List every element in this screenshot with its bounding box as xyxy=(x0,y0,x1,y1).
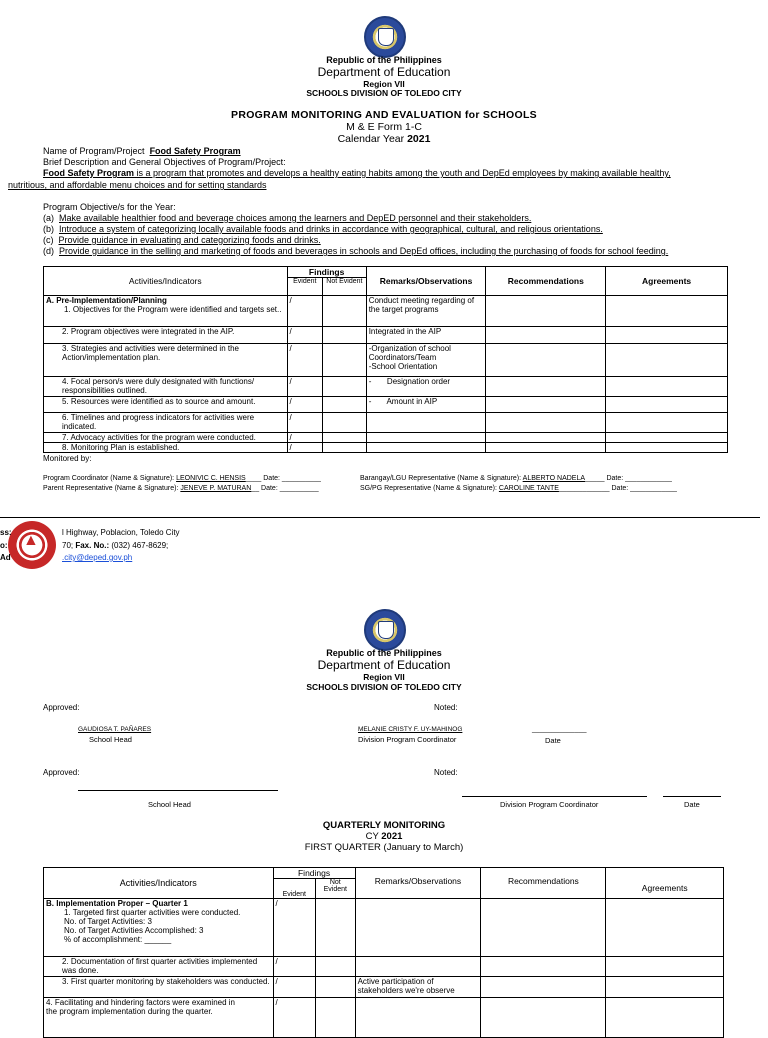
approved-label-2: Approved: xyxy=(43,768,80,777)
col-not-evident-2: Not Evident xyxy=(316,879,356,899)
objective-letter: (d) xyxy=(43,246,54,256)
footer-address: l Highway, Poblacion, Toledo City xyxy=(62,528,180,537)
noted-label: Noted: xyxy=(434,703,458,712)
not-evident-cell xyxy=(323,377,367,397)
calendar-year-label: Calendar Year xyxy=(337,133,405,145)
agreement-cell xyxy=(606,977,724,998)
section-heading: A. Pre-Implementation/Planning xyxy=(46,296,167,305)
col-findings: Findings xyxy=(287,267,366,278)
sgpg-signature-line: SG/PG Representative (Name & Signature): CAROLINE TANTE_____________ Date: ____________ xyxy=(360,485,677,492)
col-remarks-2: Remarks/Observations xyxy=(355,868,481,899)
date-label: Date: xyxy=(611,485,629,492)
remarks-cell: - Amount in AIP xyxy=(366,397,486,413)
activity-text: 8. Monitoring Plan is established. xyxy=(44,443,288,453)
objective-letter: (a) xyxy=(43,213,54,223)
date-label: Date: xyxy=(261,485,278,492)
agreement-cell xyxy=(606,998,724,1038)
deped-seal-icon xyxy=(364,16,406,58)
table-row xyxy=(44,327,728,344)
coordinator-title-page2: Division Program Coordinator xyxy=(358,735,457,744)
division-label: SCHOOLS DIVISION OF TOLEDO CITY xyxy=(306,88,462,98)
footer-key-1: ss: xyxy=(0,528,12,537)
table-row xyxy=(44,899,724,957)
program-description-bold: Food Safety Program xyxy=(43,168,135,178)
footer-phone xyxy=(62,541,168,550)
agreement-cell xyxy=(606,344,728,377)
program-description-label: Brief Description and General Objectives of Program/Project: xyxy=(43,157,286,167)
quarter-label: FIRST QUARTER (January to March) xyxy=(304,842,464,853)
sgpg-label: SG/PG Representative (Name & Signature): xyxy=(360,485,497,492)
agreement-cell xyxy=(606,377,728,397)
recommendation-cell xyxy=(481,957,606,977)
recommendation-cell xyxy=(481,977,606,998)
form-title: PROGRAM MONITORING AND EVALUATION for SCHOOLS xyxy=(231,109,537,121)
remarks-cell: Integrated in the AIP xyxy=(366,327,486,344)
col-remarks: Remarks/Observations xyxy=(366,267,486,296)
objective-b xyxy=(43,224,603,235)
monitoring-table-2 xyxy=(43,867,724,1038)
department-label: Department of Education xyxy=(317,65,451,79)
evident-cell: / xyxy=(273,899,315,957)
objective-text: Introduce a system of categorizing locally available foods and drinks in accordance with geographical, cultural, and religious orientations. xyxy=(59,224,603,234)
recommendation-cell xyxy=(486,433,606,443)
agreement-cell xyxy=(606,327,728,344)
evident-cell: / xyxy=(273,977,315,998)
objective-text: Make available healthier food and beverage choices among the learners and DepED personnel and their stakeholders. xyxy=(59,213,532,223)
activity-text: 3. First quarter monitoring by stakeholders was conducted. xyxy=(44,977,274,998)
remarks-cell xyxy=(366,443,486,453)
footer-key-3: Ad xyxy=(0,553,11,562)
not-evident-cell xyxy=(323,327,367,344)
evident-cell: / xyxy=(287,397,323,413)
department-label-page2: Department of Education xyxy=(317,658,451,672)
not-evident-cell xyxy=(316,899,356,957)
activity-text: 7. Advocacy activities for the program were conducted. xyxy=(44,433,288,443)
agreement-cell xyxy=(606,296,728,327)
col-findings-2: Findings xyxy=(273,868,355,879)
remarks-cell: Active participation of stakeholders we're observe xyxy=(355,977,481,998)
calendar-year xyxy=(0,133,768,145)
agreement-cell xyxy=(606,443,728,453)
recommendation-cell xyxy=(486,344,606,377)
agreement-cell xyxy=(606,899,724,957)
cy-year: 2021 xyxy=(381,831,403,842)
objective-text: Provide guidance in the selling and marketing of foods and beverages in schools and DepEd offices, including the purchasing of foods for school feeding. xyxy=(59,246,669,256)
not-evident-cell xyxy=(316,998,356,1038)
quarterly-title: QUARTERLY MONITORING xyxy=(322,820,446,831)
footer-fax-number: (032) 467-8629; xyxy=(109,541,169,550)
date-label-page2-2: Date xyxy=(684,800,700,809)
school-head-name: GAUDIOSA T. PAÑARES xyxy=(78,726,152,733)
col-recommendations: Recommendations xyxy=(486,267,606,296)
objective-d xyxy=(43,246,668,257)
activity-cell xyxy=(44,296,288,327)
evident-cell: / xyxy=(273,998,315,1038)
recommendation-cell xyxy=(481,998,606,1038)
cy-line xyxy=(0,831,768,842)
signature-line xyxy=(663,796,721,797)
evident-cell: / xyxy=(287,296,323,327)
division-label-page2: SCHOOLS DIVISION OF TOLEDO CITY xyxy=(306,682,462,692)
evident-cell: / xyxy=(287,433,323,443)
recommendation-cell xyxy=(486,397,606,413)
evident-cell: / xyxy=(287,344,323,377)
not-evident-cell xyxy=(316,977,356,998)
evident-cell: / xyxy=(287,413,323,433)
activity-cell xyxy=(44,899,274,957)
objective-letter: (c) xyxy=(43,235,54,245)
not-evident-cell xyxy=(323,296,367,327)
col-evident: Evident xyxy=(287,278,323,296)
signature-line xyxy=(78,790,278,791)
objective-text: Provide guidance in evaluating and categorizing foods and drinks. xyxy=(58,235,321,245)
remarks-cell xyxy=(366,413,486,433)
calendar-year-value: 2021 xyxy=(407,133,431,145)
coordinator-name-page2: MELANIE CRISTY F. UY-MAHINOG xyxy=(358,726,463,733)
parent-signature-line: Parent Representative (Name & Signature): JENEVE P. MATURAN__ Date: __________ xyxy=(43,485,319,492)
not-evident-cell xyxy=(323,413,367,433)
col-recommendations-2: Recommendations xyxy=(481,868,606,899)
not-evident-cell xyxy=(323,344,367,377)
region-label-page2: Region VII xyxy=(363,672,405,682)
not-evident-cell xyxy=(323,443,367,453)
evident-cell: / xyxy=(287,327,323,344)
evident-cell: / xyxy=(273,957,315,977)
school-head-title: School Head xyxy=(89,735,132,744)
col-agreements: Agreements xyxy=(606,267,728,296)
coordinator-title-page2-2: Division Program Coordinator xyxy=(500,800,599,809)
barangay-signature-line: Barangay/LGU Representative (Name & Signature): ALBERTO NADELA_____ Date: ____________ xyxy=(360,475,672,482)
table-row xyxy=(44,957,724,977)
recommendation-cell xyxy=(486,377,606,397)
table-row xyxy=(44,344,728,377)
coordinator-name: LEONIVIC C. HENSIS xyxy=(176,475,246,482)
remarks-cell xyxy=(355,957,481,977)
objective-a xyxy=(43,213,531,224)
republic-label: Republic of the Philippines xyxy=(326,55,442,65)
table-row xyxy=(44,977,724,998)
signature-line xyxy=(462,796,647,797)
activity-text: 3. Strategies and activities were determined in the Action/implementation plan. xyxy=(44,344,288,377)
cy-label: CY xyxy=(365,831,379,842)
deped-seal-icon-page2 xyxy=(364,609,406,651)
recommendation-cell xyxy=(486,327,606,344)
recommendation-cell xyxy=(486,443,606,453)
agreement-cell xyxy=(606,957,724,977)
sgpg-name: CAROLINE TANTE xyxy=(498,485,559,492)
col-activities-2: Activities/Indicators xyxy=(44,868,274,899)
agreement-cell xyxy=(606,397,728,413)
table-row xyxy=(44,296,728,327)
parent-label: Parent Representative (Name & Signature): xyxy=(43,485,179,492)
program-description-line2: nutritious, and affordable menu choices and for setting standards xyxy=(8,180,267,190)
monitored-by-label: Monitored by: xyxy=(43,454,92,463)
region-label: Region VII xyxy=(363,79,405,89)
col-evident-2: Evident xyxy=(273,879,315,899)
activity-text: 2. Documentation of first quarter activities implemented was done. xyxy=(44,957,274,977)
date-line: ______________ xyxy=(532,726,587,733)
agreement-cell xyxy=(606,413,728,433)
section-heading-2: B. Implementation Proper – Quarter 1 xyxy=(46,899,188,908)
objective-c xyxy=(43,235,321,246)
remarks-cell xyxy=(355,899,481,957)
evident-cell: / xyxy=(287,443,323,453)
parent-name: JENEVE P. MATURAN xyxy=(180,485,252,492)
footer-email-link[interactable]: .city@deped.gov.ph xyxy=(62,553,133,562)
barangay-label: Barangay/LGU Representative (Name & Signature): xyxy=(360,475,522,482)
table-row xyxy=(44,433,728,443)
footer-key-2: o: xyxy=(0,541,8,550)
program-description-text: is a program that promotes and develops a healthy eating habits among the youth and DepEd employees by making available healthy, xyxy=(134,168,671,178)
program-name-line xyxy=(43,146,241,157)
remarks-cell xyxy=(355,998,481,1038)
col-activities: Activities/Indicators xyxy=(44,267,288,296)
activity-text: 6. Timelines and progress indicators for activities were indicated. xyxy=(44,413,288,433)
barangay-name: ALBERTO NADELA xyxy=(522,475,586,482)
table-row xyxy=(44,377,728,397)
date-label-page2: Date xyxy=(545,736,561,745)
republic-label-page2: Republic of the Philippines xyxy=(326,648,442,658)
form-number: M & E Form 1-C xyxy=(346,121,422,133)
activity-text: 5. Resources were identified as to source and amount. xyxy=(44,397,288,413)
activity-text: 1. Targeted first quarter activities were conducted. No. of Target Activities: 3 No. of Target Activities Accomplished: 3 % of accomplishment: ______ xyxy=(64,908,241,944)
table-row xyxy=(44,413,728,433)
table-row xyxy=(44,397,728,413)
coordinator-signature-line: Program Coordinator (Name & Signature): LEONIVIC C. HENSIS____ Date: __________ xyxy=(43,475,321,482)
program-name-value: Food Safety Program xyxy=(149,146,241,156)
not-evident-cell xyxy=(316,957,356,977)
footer-divider xyxy=(0,517,760,518)
program-description xyxy=(43,168,671,179)
remarks-cell: Conduct meeting regarding of the target programs xyxy=(366,296,486,327)
objective-letter: (b) xyxy=(43,224,54,234)
col-not-evident: Not Evident xyxy=(323,278,367,296)
not-evident-cell xyxy=(323,433,367,443)
activity-text: 4. Focal person/s were duly designated with functions/ responsibilities outlined. xyxy=(44,377,288,397)
date-label: Date: xyxy=(263,475,280,482)
footer-phone-number: 70; xyxy=(62,541,76,550)
program-name-label: Name of Program/Project xyxy=(43,146,145,156)
coordinator-label: Program Coordinator (Name & Signature): xyxy=(43,475,175,482)
activity-text: 1. Objectives for the Program were identified and targets set.. xyxy=(64,305,282,314)
remarks-cell: - Designation order xyxy=(366,377,486,397)
table-row xyxy=(44,443,728,453)
recommendation-cell xyxy=(486,413,606,433)
remarks-cell xyxy=(366,433,486,443)
school-head-title-2: School Head xyxy=(148,800,191,809)
agreement-cell xyxy=(606,433,728,443)
monitoring-table-1 xyxy=(43,266,728,453)
activity-text: 2. Program objectives were integrated in the AIP. xyxy=(44,327,288,344)
col-agreements-2: Agreements xyxy=(606,868,724,899)
remarks-cell: -Organization of school Coordinators/Team -School Orientation xyxy=(366,344,486,377)
footer-fax-label: Fax. No.: xyxy=(75,541,110,550)
objectives-label: Program Objective/s for the Year: xyxy=(43,202,176,212)
table-row xyxy=(44,998,724,1038)
date-label: Date: xyxy=(606,475,624,482)
evident-cell: / xyxy=(287,377,323,397)
division-seal-icon xyxy=(8,521,56,569)
not-evident-cell xyxy=(323,397,367,413)
recommendation-cell xyxy=(481,899,606,957)
recommendation-cell xyxy=(486,296,606,327)
noted-label-2: Noted: xyxy=(434,768,458,777)
activity-text: 4. Facilitating and hindering factors were examined in the program implementation during the quarter. xyxy=(44,998,274,1038)
approved-label: Approved: xyxy=(43,703,80,712)
